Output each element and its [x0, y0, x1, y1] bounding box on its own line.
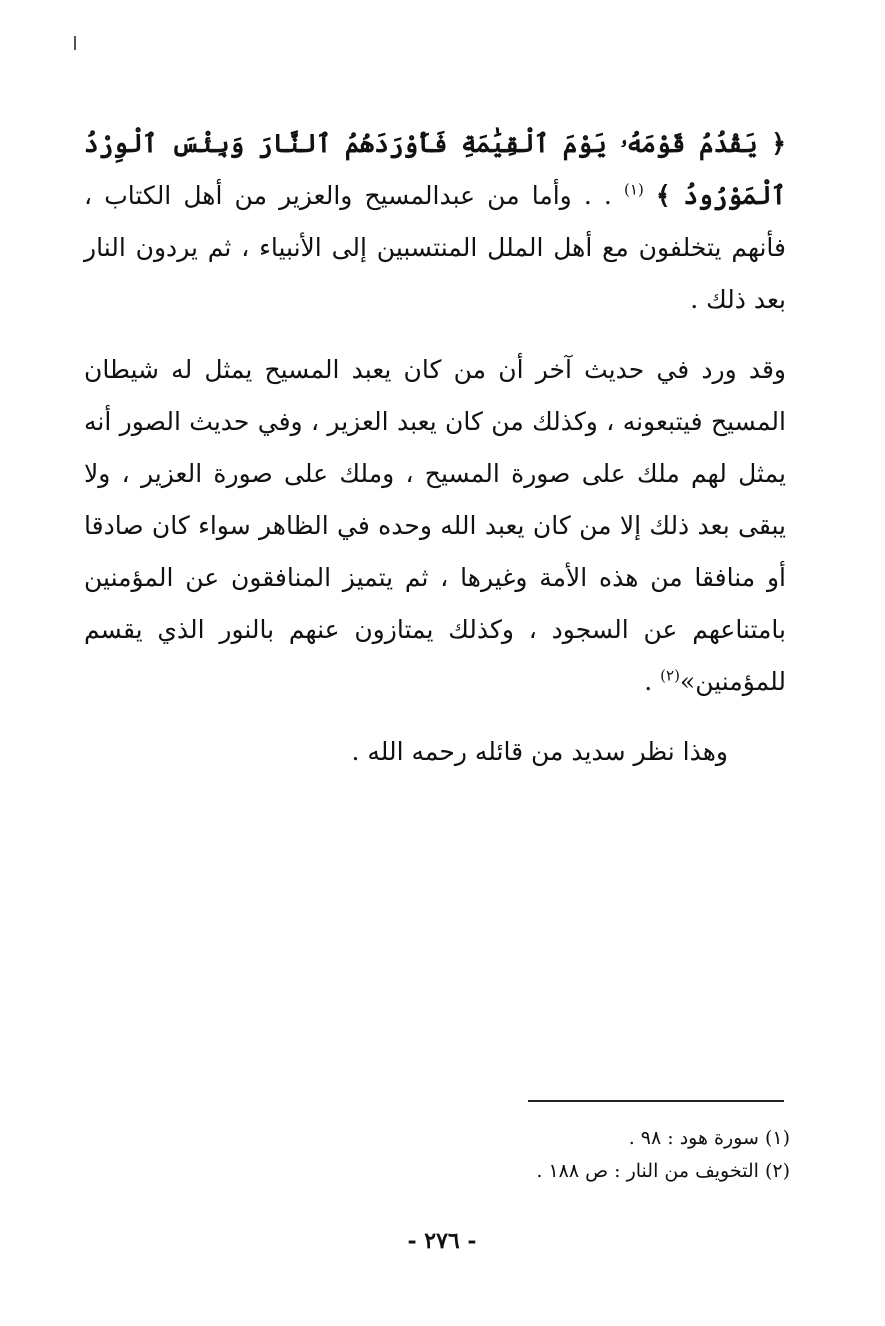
footnotes [430, 1122, 790, 1188]
footnote-1: (١) سورة هود : ٩٨ . [628, 1127, 790, 1149]
page-number: - ٢٧٦ - [407, 1228, 477, 1254]
paragraph-1 [84, 118, 786, 326]
main-text [84, 118, 786, 778]
quran-verse: ﴿ يَقْدُمُ قَوْمَهُۥ يَوْمَ ٱلْقِيَٰمَةِ فَأَوْرَدَهُمُ ٱلنَّارَ وَبِئْسَ ٱلْوِرْدُ ٱلْمَوْرُودُ ﴾ [84, 129, 786, 210]
paragraph-2-text: وقد ورد في حديث آخر أن من كان يعبد المسيح يمثل له شيطان المسيح فيتبعونه ، وكذلك من كان يعبد العزير ، وفي حديث الصور أنه يمثل لهم ملك على صورة المسيح ، وملك على صورة العزير ، ولا يبقى بعد ذلك إلا من كان يعبد الله وحده في الظاهر سواء كان صادقا أو منافقا من هذه الأمة وغيرها ، ثم يتميز المنافقون عن المؤمنين بامتناعهم عن السجود ، وكذلك يمتازون عنهم بالنور الذي يقسم للمؤمنين» [84, 355, 786, 696]
footnote-divider [528, 1100, 784, 1102]
footnote-2: (٢) التخويف من النار : ص ١٨٨ . [536, 1160, 790, 1182]
paragraph-1-text: . . وأما من عبدالمسيح والعزير من أهل الكتاب ، فأنهم يتخلفون مع أهل الملل المنتسبين إلى الأنبياء ، ثم يردون النار بعد ذلك . [84, 181, 786, 314]
paragraph-2-tail: . [644, 667, 653, 696]
closing-line: وهذا نظر سديد من قائله رحمه الله . [351, 737, 728, 766]
footnote-marker-2: (٢) [660, 666, 680, 685]
footnote-marker-1: (١) [624, 180, 644, 199]
paragraph-2 [84, 344, 786, 708]
margin-mark [74, 36, 76, 50]
